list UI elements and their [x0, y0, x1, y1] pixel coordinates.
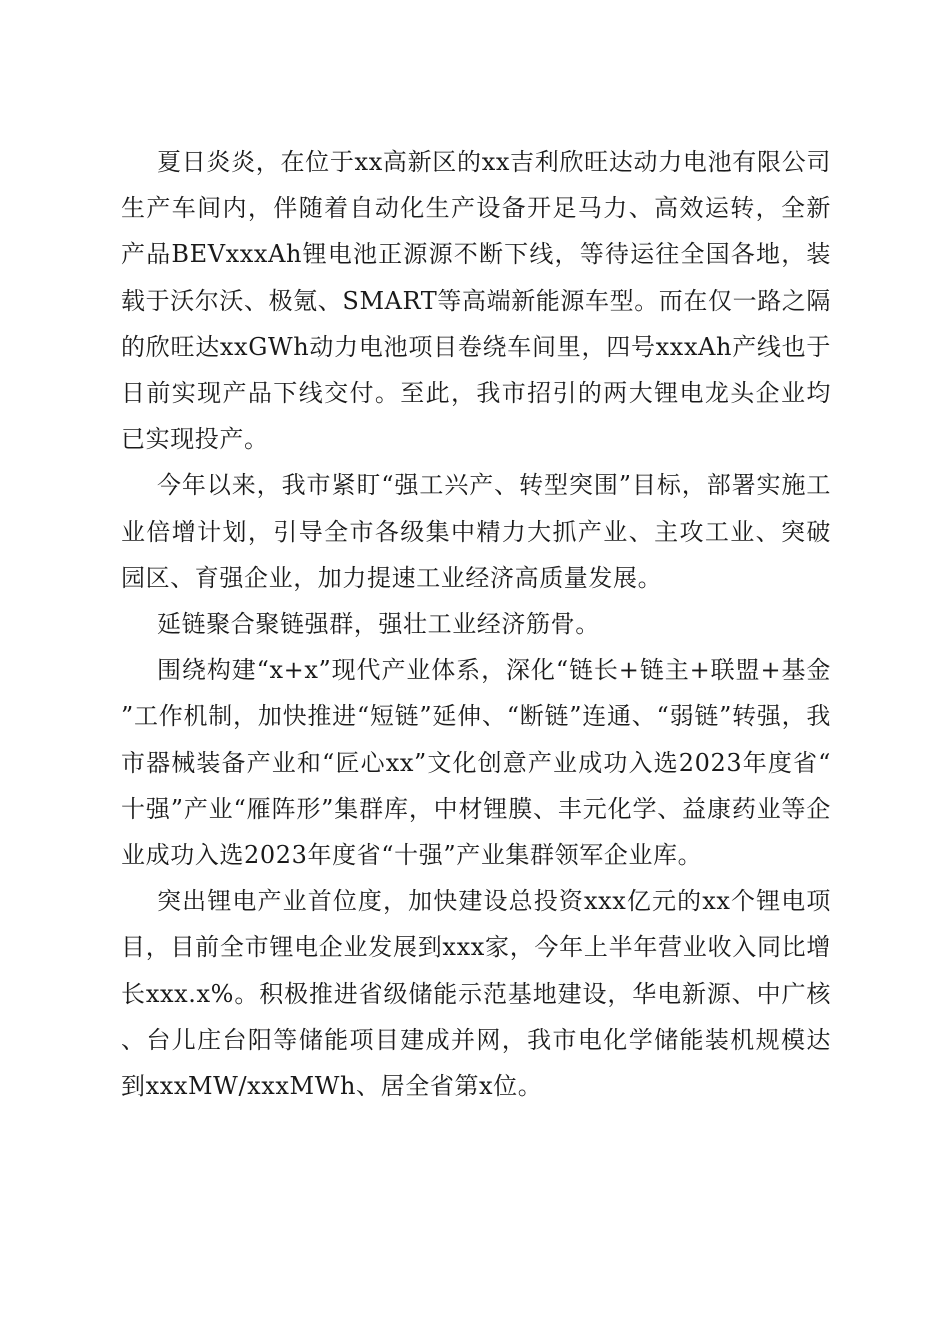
paragraph-4: 围绕构建“x+x”现代产业体系，深化“链长+链主+联盟+基金”工作机制，加快推进“短链”延伸、“断链”连通、“弱链”转强，我市器械装备产业和“匠心xx”文化创意产业成功入选2023年度省“十强”产业“雁阵形”集群库，中材锂膜、丰元化学、益康药业等企业成功入选2023年度省“十强”产业集群领军企业库。: [121, 656, 831, 870]
paragraph-3: 延链聚合聚链强群，强壮工业经济筋骨。: [157, 610, 600, 639]
paragraph-2: 今年以来，我市紧盯“强工兴产、转型突围”目标，部署实施工业倍增计划，引导全市各级集中精力大抓产业、主攻工业、突破园区、育强企业，加力提速工业经济高质量发展。: [121, 471, 831, 592]
paragraph-5: 突出锂电产业首位度，加快建设总投资xxx亿元的xx个锂电项目，目前全市锂电企业发展到xxx家，今年上半年营业收入同比增长xxx.x%。积极推进省级储能示范基地建设，华电新源、中广核、台儿庄台阳等储能项目建成并网，我市电化学储能装机规模达到xxxMW/xxxMWh、居全省第x位。: [121, 887, 831, 1101]
paragraph-1: 夏日炎炎，在位于xx高新区的xx吉利欣旺达动力电池有限公司生产车间内，伴随着自动化生产设备开足马力、高效运转，全新产品BEVxxxAh锂电池正源源不断下线，等待运往全国各地，装载于沃尔沃、极氪、SMART等高端新能源车型。而在仅一路之隔的欣旺达xxGWh动力电池项目卷绕车间里，四号xxxAh产线也于日前实现产品下线交付。至此，我市招引的两大锂电龙头企业均已实现投产。: [121, 148, 832, 454]
document-body: [121, 139, 831, 1109]
